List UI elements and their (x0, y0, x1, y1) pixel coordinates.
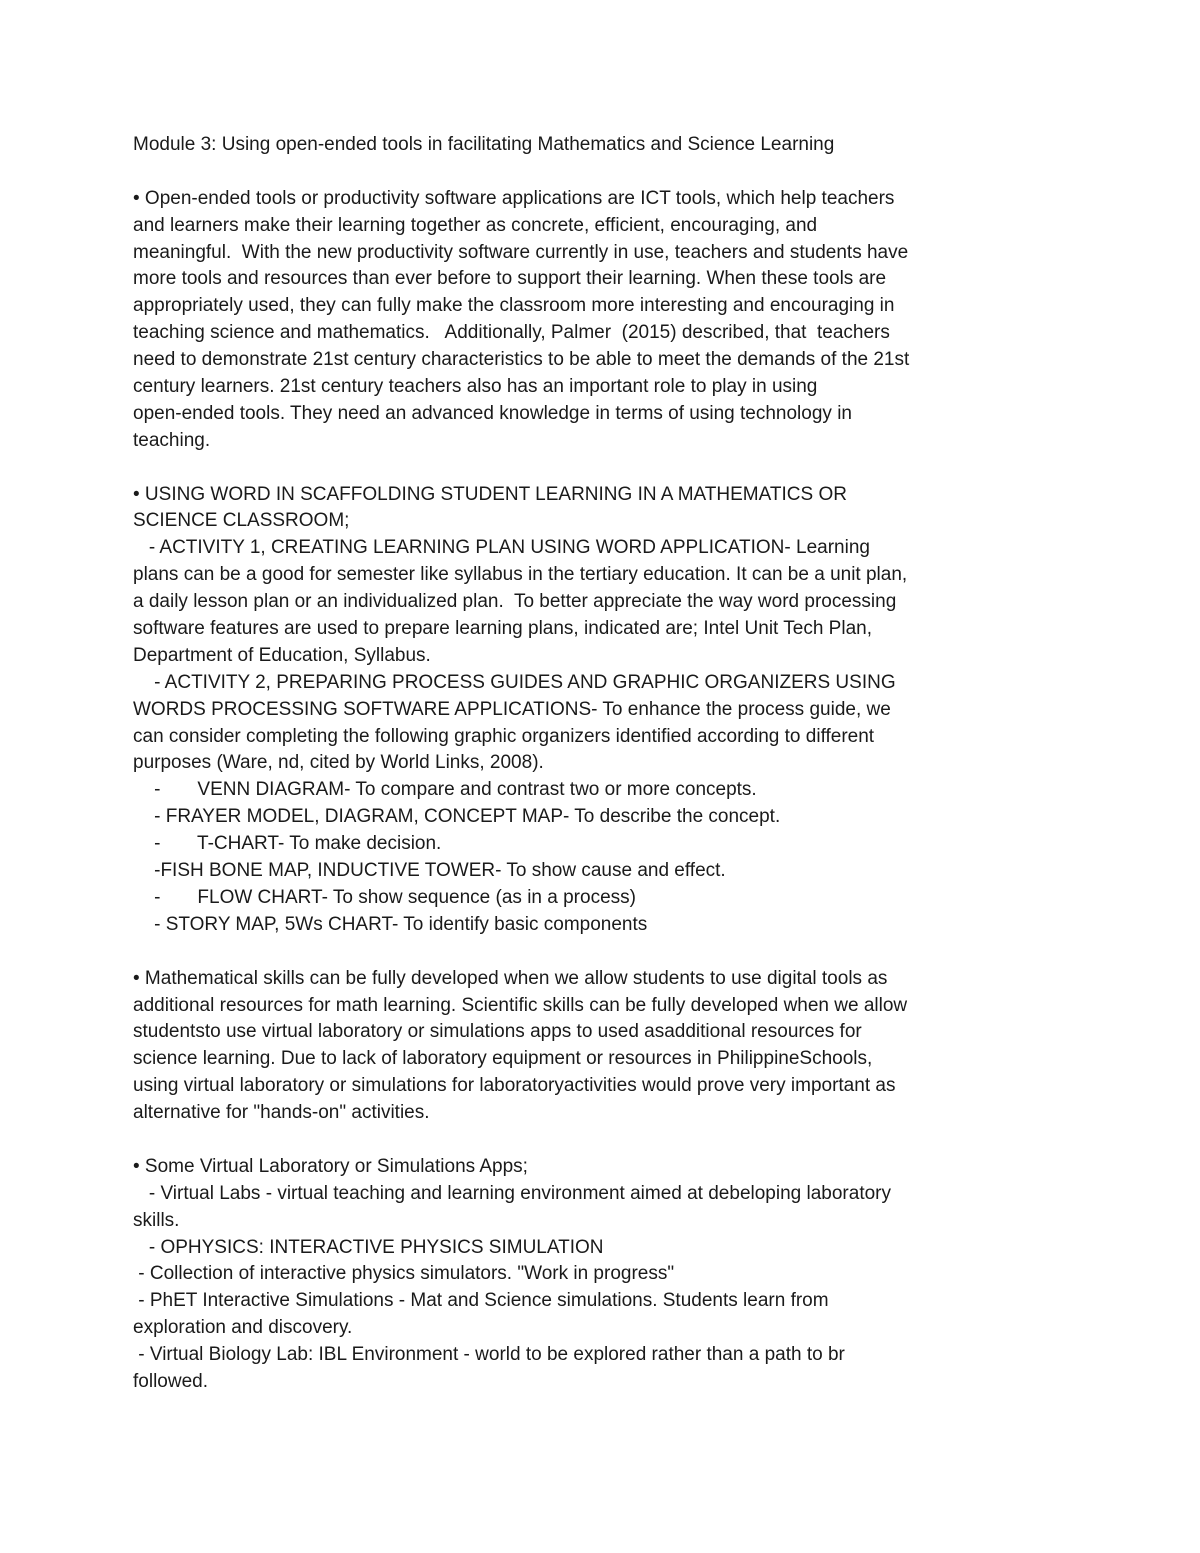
text-line: - ACTIVITY 1, CREATING LEARNING PLAN USING WORD APPLICATION- Learning (133, 537, 870, 559)
text-line: skills. (133, 1209, 180, 1231)
text-line: software features are used to prepare learning plans, indicated are; Intel Unit Tech Plan, (133, 618, 872, 640)
paragraph-gap (133, 159, 993, 186)
document-body (133, 132, 993, 1396)
text-line: a daily lesson plan or an individualized plan. To better appreciate the way word processing (133, 591, 897, 613)
text-line: teaching science and mathematics. Additionally, Palmer (2015) described, that teachers (133, 322, 890, 344)
text-line: - ACTIVITY 2, PREPARING PROCESS GUIDES AND GRAPHIC ORGANIZERS USING (133, 671, 896, 693)
text-line: • Mathematical skills can be fully developed when we allow students to use digital tools as (133, 967, 888, 989)
text-line: • Open-ended tools or productivity software applications are ICT tools, which help teachers (133, 187, 895, 209)
text-line: using virtual laboratory or simulations for laboratoryactivities would prove very important as (133, 1075, 896, 1097)
list-item: - Virtual Labs - virtual teaching and learning environment aimed at debeloping laboratory (133, 1182, 891, 1204)
list-item: - VENN DIAGRAM- To compare and contrast two or more concepts. (133, 779, 757, 801)
text-line: teaching. (133, 429, 211, 451)
text-line: can consider completing the following graphic organizers identified according to different (133, 725, 875, 747)
text-line: need to demonstrate 21st century characteristics to be able to meet the demands of the 21st (133, 349, 910, 371)
list-item: -FISH BONE MAP, INDUCTIVE TOWER- To show cause and effect. (133, 860, 726, 882)
text-line: Department of Education, Syllabus. (133, 644, 431, 666)
text-line: plans can be a good for semester like syllabus in the tertiary education. It can be a unit plan, (133, 564, 908, 586)
text-line: • Some Virtual Laboratory or Simulations Apps; (133, 1155, 528, 1177)
text-line: SCIENCE CLASSROOM; (133, 510, 350, 532)
paragraph-gap (133, 939, 993, 966)
section-virtual-lab-apps (133, 1154, 993, 1396)
list-item: - Collection of interactive physics simulators. "Work in progress" (133, 1263, 675, 1285)
list-item: - OPHYSICS: INTERACTIVE PHYSICS SIMULATION (133, 1236, 604, 1258)
text-line: • USING WORD IN SCAFFOLDING STUDENT LEARNING IN A MATHEMATICS OR (133, 483, 847, 505)
list-item: - FRAYER MODEL, DIAGRAM, CONCEPT MAP- To describe the concept. (133, 806, 781, 828)
text-line: open-ended tools. They need an advanced knowledge in terms of using technology in (133, 402, 852, 424)
paragraph-gap (133, 455, 993, 482)
text-line: science learning. Due to lack of laboratory equipment or resources in PhilippineSchools, (133, 1048, 873, 1070)
text-line: WORDS PROCESSING SOFTWARE APPLICATIONS- To enhance the process guide, we (133, 698, 891, 720)
text-line: alternative for "hands-on" activities. (133, 1102, 430, 1124)
text-line: century learners. 21st century teachers also has an important role to play in using (133, 376, 818, 398)
paragraph-gap (133, 1127, 993, 1154)
text-line: more tools and resources than ever before to support their learning. When these tools are (133, 268, 887, 290)
list-item: - STORY MAP, 5Ws CHART- To identify basic components (133, 913, 648, 935)
text-line: exploration and discovery. (133, 1317, 353, 1339)
module-title: Module 3: Using open-ended tools in facilitating Mathematics and Science Learning (133, 134, 835, 155)
list-item: - PhET Interactive Simulations - Mat and Science simulations. Students learn from (133, 1290, 829, 1312)
list-item: - FLOW CHART- To show sequence (as in a process) (133, 886, 636, 908)
section-using-word (133, 482, 993, 939)
section-mathematical-skills (133, 966, 993, 1127)
text-line: additional resources for math learning. Scientific skills can be fully developed when we allow (133, 994, 908, 1016)
list-item: - Virtual Biology Lab: IBL Environment - world to be explored rather than a path to br (133, 1344, 845, 1366)
text-line: meaningful. With the new productivity software currently in use, teachers and students have (133, 241, 909, 263)
list-item: - T-CHART- To make decision. (133, 833, 442, 855)
text-line: studentsto use virtual laboratory or simulations apps to used asadditional resources for (133, 1021, 862, 1043)
text-line: appropriately used, they can fully make the classroom more interesting and encouraging in (133, 295, 895, 317)
text-line: followed. (133, 1370, 208, 1392)
text-line: and learners make their learning together as concrete, efficient, encouraging, and (133, 214, 818, 236)
section-open-ended-tools (133, 186, 993, 455)
text-line: purposes (Ware, nd, cited by World Links, 2008). (133, 752, 544, 774)
